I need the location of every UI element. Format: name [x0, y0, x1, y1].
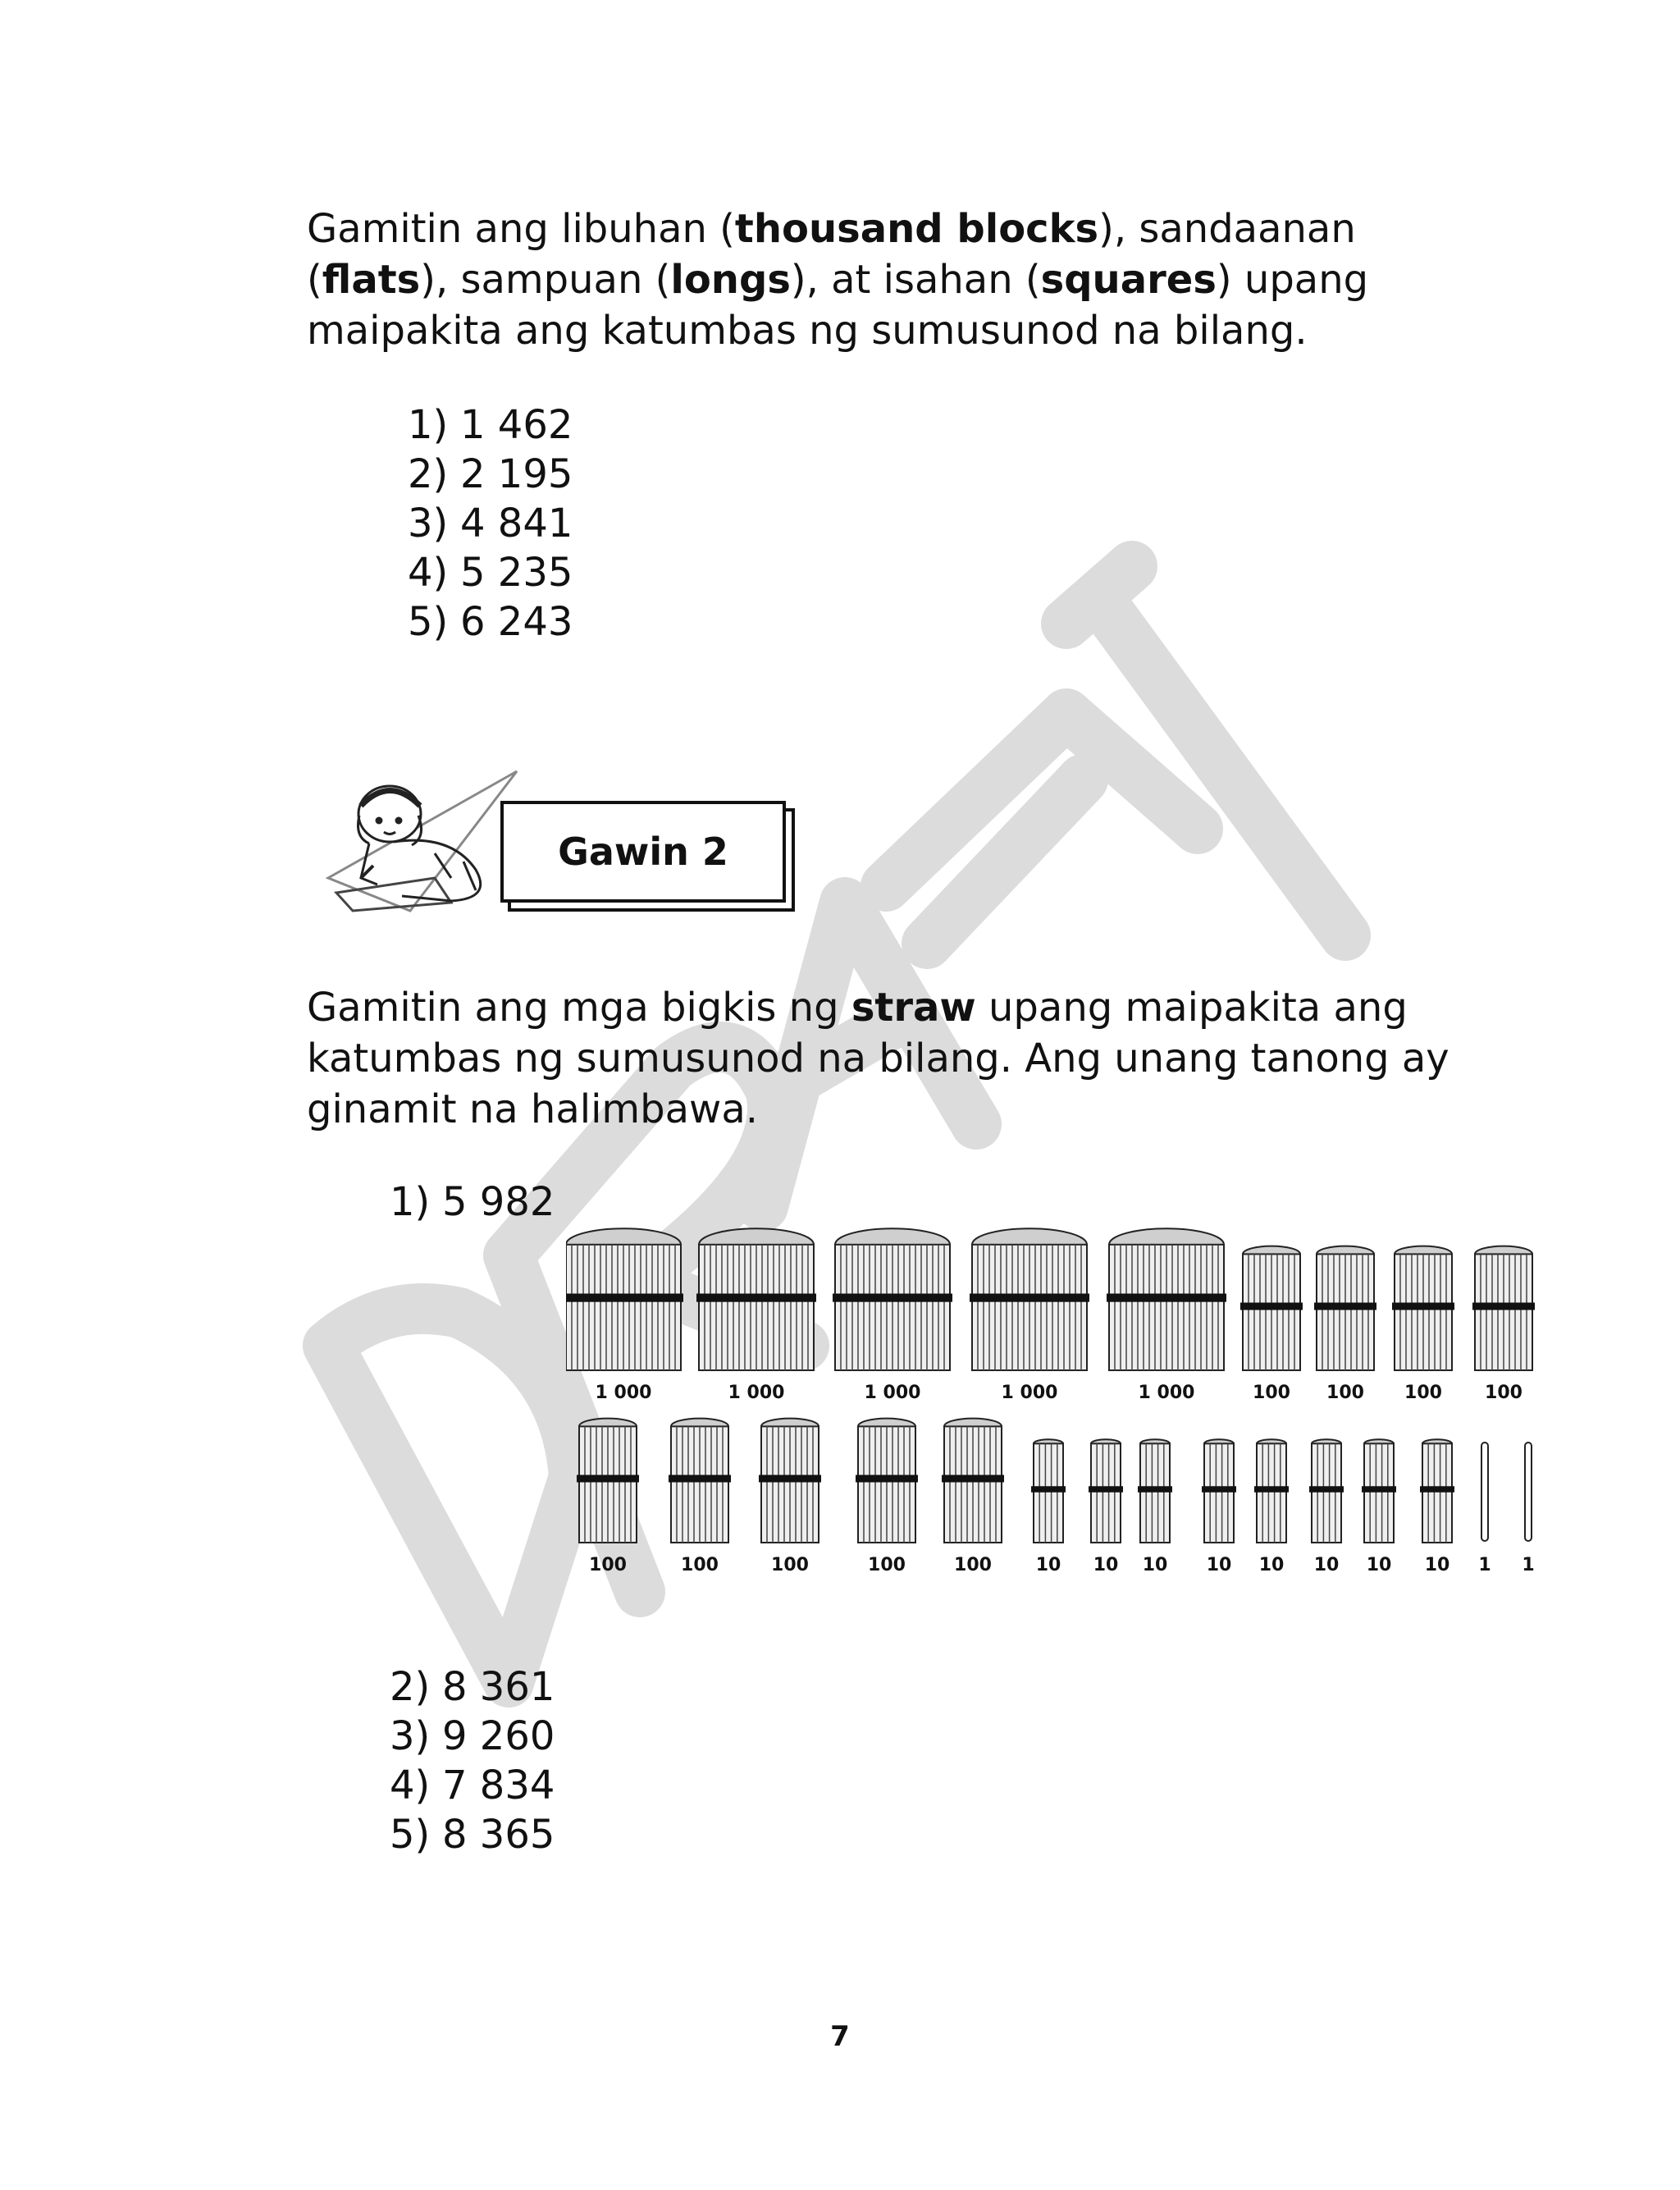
bundle-label: 100 — [681, 1555, 719, 1575]
bundle-label: 10 — [1258, 1555, 1285, 1575]
straw-bundles-illustration — [566, 1223, 1559, 1600]
list-item: 2) 8 361 — [390, 1664, 555, 1710]
single-straw — [1525, 1442, 1532, 1541]
term-straw: straw — [851, 985, 976, 1031]
thousand-bundle — [970, 1228, 1089, 1370]
list-item: 4) 7 834 — [390, 1763, 555, 1808]
thousand-bundle — [1107, 1228, 1226, 1370]
list-item: 5) 6 243 — [408, 599, 573, 645]
page-number: 7 — [830, 2020, 850, 2053]
bundle-label: 10 — [1206, 1555, 1232, 1575]
thousand-bundle — [566, 1228, 683, 1370]
ten-bundle — [1138, 1439, 1172, 1543]
intro-paragraph: Gamitin ang libuhan (thousand blocks), sandaanan (flats), sampuan (longs), at isahan (squares) upang maipakita ang katumbas ng sumusunod na bilang. — [307, 206, 1369, 354]
bundle-label: 1 — [1478, 1555, 1491, 1575]
term-flats: flats — [322, 257, 421, 303]
bundle-label: 100 — [1404, 1383, 1442, 1403]
bundle-label: 100 — [1485, 1383, 1522, 1403]
ten-bundle — [1362, 1439, 1396, 1543]
ten-bundle — [1202, 1439, 1236, 1543]
bundle-label: 1 000 — [595, 1383, 652, 1403]
bundle-label: 100 — [868, 1555, 906, 1575]
bundle-label: 1 000 — [864, 1383, 921, 1403]
bundle-label: 10 — [1093, 1555, 1119, 1575]
bundle-label: 10 — [1366, 1555, 1392, 1575]
bundle-label: 1 000 — [1001, 1383, 1058, 1403]
instruction-paragraph: Gamitin ang mga bigkis ng straw upang maipakita ang katumbas ng sumusunod na bilang. Ang unang tanong ay ginamit na halimbawa. — [307, 985, 1449, 1132]
hundred-bundle — [1392, 1246, 1454, 1370]
example-number: 1) 5 982 — [390, 1179, 555, 1225]
exercise-list-2 — [390, 1662, 555, 1859]
thousand-bundle — [833, 1228, 952, 1370]
list-item: 2) 2 195 — [408, 451, 573, 497]
bundle-label: 10 — [1313, 1555, 1340, 1575]
bundle-label: 100 — [1253, 1383, 1290, 1403]
hundred-bundle — [669, 1419, 731, 1543]
ten-bundle — [1254, 1439, 1289, 1543]
list-item: 1) 1 462 — [408, 402, 573, 448]
hundred-bundle — [577, 1419, 639, 1543]
term-thousand-blocks: thousand blocks — [734, 206, 1099, 252]
bundle-label: 10 — [1035, 1555, 1061, 1575]
bundle-label: 1 — [1522, 1555, 1535, 1575]
activity-title-box — [500, 801, 786, 903]
bundle-label: 100 — [954, 1555, 992, 1575]
bundle-label: 1 000 — [1138, 1383, 1195, 1403]
hundred-bundle — [1240, 1246, 1303, 1370]
list-item: 4) 5 235 — [408, 550, 573, 596]
activity-title: Gawin 2 — [558, 830, 728, 874]
girl-writing-illustration — [312, 755, 525, 919]
list-item: 3) 4 841 — [408, 501, 573, 546]
term-longs: longs — [670, 257, 791, 303]
straw-bundles-drawing — [566, 1223, 1559, 1600]
hundred-bundle — [856, 1419, 918, 1543]
ten-bundle — [1089, 1439, 1123, 1543]
bundle-label: 100 — [1326, 1383, 1364, 1403]
bundle-label: 1 000 — [728, 1383, 785, 1403]
hundred-bundle — [942, 1419, 1004, 1543]
bundle-label: 10 — [1142, 1555, 1168, 1575]
list-item: 5) 8 365 — [390, 1812, 555, 1858]
hundred-bundle — [759, 1419, 821, 1543]
bundle-label: 100 — [771, 1555, 809, 1575]
hundred-bundle — [1472, 1246, 1535, 1370]
single-straw — [1481, 1442, 1488, 1541]
bundle-label: 10 — [1424, 1555, 1450, 1575]
exercise-list-1 — [408, 400, 573, 647]
term-squares: squares — [1040, 257, 1217, 303]
ten-bundle — [1031, 1439, 1066, 1543]
activity-header — [312, 755, 804, 919]
ten-bundle — [1420, 1439, 1454, 1543]
bundle-label: 100 — [589, 1555, 627, 1575]
thousand-bundle — [696, 1228, 816, 1370]
list-item: 3) 9 260 — [390, 1713, 555, 1759]
ten-bundle — [1309, 1439, 1344, 1543]
hundred-bundle — [1314, 1246, 1376, 1370]
